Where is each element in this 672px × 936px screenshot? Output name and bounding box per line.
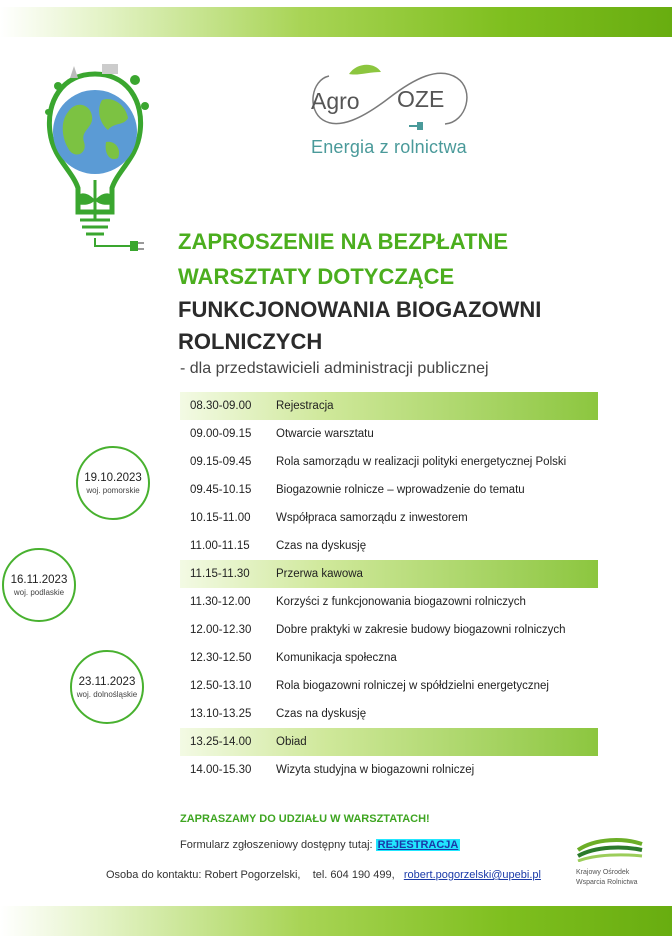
schedule-time: 08.30-09.00 bbox=[190, 400, 252, 412]
schedule-desc: Dobre praktyki w zakresie budowy biogazowni rolniczych bbox=[276, 624, 566, 636]
contact-line bbox=[106, 869, 541, 881]
schedule-desc: Rola samorządu w realizacji polityki energetycznej Polski bbox=[276, 456, 567, 468]
schedule-row bbox=[180, 392, 598, 420]
schedule-desc: Otwarcie warsztatu bbox=[276, 428, 374, 440]
schedule-row bbox=[180, 448, 598, 476]
kowr-emblem-icon bbox=[576, 836, 644, 862]
date-badge-date: 23.11.2023 bbox=[78, 675, 136, 688]
invite-heading: ZAPRASZAMY DO UDZIAŁU W WARSZTATACH! bbox=[180, 813, 430, 825]
schedule-time: 13.10-13.25 bbox=[190, 708, 252, 720]
logo-oze: OZE bbox=[397, 86, 445, 112]
schedule-desc: Przerwa kawowa bbox=[276, 568, 363, 580]
schedule-desc: Biogazownie rolnicze – wprowadzenie do tematu bbox=[276, 484, 525, 496]
logo-agro: Agro bbox=[311, 88, 360, 114]
date-badge-podlaskie bbox=[2, 548, 76, 622]
schedule-time: 09.45-10.15 bbox=[190, 484, 252, 496]
schedule-time: 11.30-12.00 bbox=[190, 596, 251, 608]
schedule-desc: Rejestracja bbox=[276, 400, 334, 412]
schedule-time: 12.50-13.10 bbox=[190, 680, 252, 692]
schedule-time: 12.00-12.30 bbox=[190, 624, 252, 636]
schedule-row bbox=[180, 476, 598, 504]
schedule-row bbox=[180, 420, 598, 448]
title-line-4: ROLNICZYCH bbox=[178, 329, 323, 354]
schedule-time: 12.30-12.50 bbox=[190, 652, 252, 664]
schedule-desc: Komunikacja społeczna bbox=[276, 652, 397, 664]
lightbulb-globe-icon bbox=[40, 60, 150, 260]
title-line-3: FUNKCJONOWANIA BIOGAZOWNI bbox=[178, 297, 542, 322]
schedule-table bbox=[180, 392, 598, 784]
schedule-row bbox=[180, 756, 598, 784]
date-badge-region: woj. dolnośląskie bbox=[76, 689, 138, 699]
date-badge-date: 16.11.2023 bbox=[10, 573, 68, 586]
schedule-desc: Czas na dyskusję bbox=[276, 540, 367, 552]
date-badge-dolnoslaskie bbox=[70, 650, 144, 724]
schedule-time: 11.00-11.15 bbox=[190, 540, 250, 552]
date-badge-pomorskie bbox=[76, 446, 150, 520]
schedule-row bbox=[180, 532, 598, 560]
schedule-desc: Wizyta studyjna w biogazowni rolniczej bbox=[276, 764, 475, 776]
schedule-time: 14.00-15.30 bbox=[190, 764, 252, 776]
title-line-2: WARSZTATY DOTYCZĄCE bbox=[178, 264, 455, 289]
date-badge-region: woj. podlaskie bbox=[13, 587, 65, 597]
logo-tagline: Energia z rolnictwa bbox=[311, 137, 467, 157]
contact-person: Osoba do kontaktu: Robert Pogorzelski, bbox=[106, 869, 301, 881]
schedule-row bbox=[180, 700, 598, 728]
schedule-row bbox=[180, 672, 598, 700]
schedule-row bbox=[180, 728, 598, 756]
date-badge-date: 19.10.2023 bbox=[84, 471, 142, 484]
schedule-desc: Współpraca samorządu z inwestorem bbox=[276, 512, 468, 524]
schedule-time: 13.25-14.00 bbox=[190, 736, 252, 748]
schedule-row bbox=[180, 560, 598, 588]
schedule-desc: Rola biogazowni rolniczej w spółdzielni energetycznej bbox=[276, 680, 549, 692]
contact-email-link[interactable]: robert.pogorzelski@upebi.pl bbox=[403, 869, 541, 881]
registration-line bbox=[180, 839, 460, 851]
schedule-desc: Korzyści z funkcjonowania biogazowni rolniczych bbox=[276, 596, 526, 608]
schedule-desc: Czas na dyskusję bbox=[276, 708, 367, 720]
schedule-time: 09.00-09.15 bbox=[190, 428, 252, 440]
agrooze-logo bbox=[305, 60, 475, 138]
top-green-bar bbox=[0, 7, 672, 37]
registration-link[interactable]: REJESTRACJA bbox=[377, 839, 459, 851]
schedule-desc: Obiad bbox=[276, 736, 307, 748]
title-line-1: ZAPROSZENIE NA BEZPŁATNE bbox=[178, 229, 509, 254]
date-badge-region: woj. pomorskie bbox=[86, 485, 140, 495]
schedule-row bbox=[180, 588, 598, 616]
subtitle: - dla przedstawicieli administracji publicznej bbox=[180, 360, 489, 377]
registration-text: Formularz zgłoszeniowy dostępny tutaj: bbox=[180, 839, 376, 851]
schedule-time: 11.15-11.30 bbox=[190, 568, 250, 580]
schedule-row bbox=[180, 616, 598, 644]
schedule-row bbox=[180, 504, 598, 532]
bottom-green-bar bbox=[0, 906, 672, 936]
schedule-time: 09.15-09.45 bbox=[190, 456, 252, 468]
schedule-row bbox=[180, 644, 598, 672]
kowr-logo bbox=[576, 836, 648, 887]
kowr-line-1: Krajowy Ośrodek bbox=[576, 869, 630, 876]
contact-phone: tel. 604 190 499, bbox=[312, 869, 395, 881]
kowr-line-2: Wsparcia Rolnictwa bbox=[576, 879, 638, 886]
schedule-time: 10.15-11.00 bbox=[190, 512, 251, 524]
